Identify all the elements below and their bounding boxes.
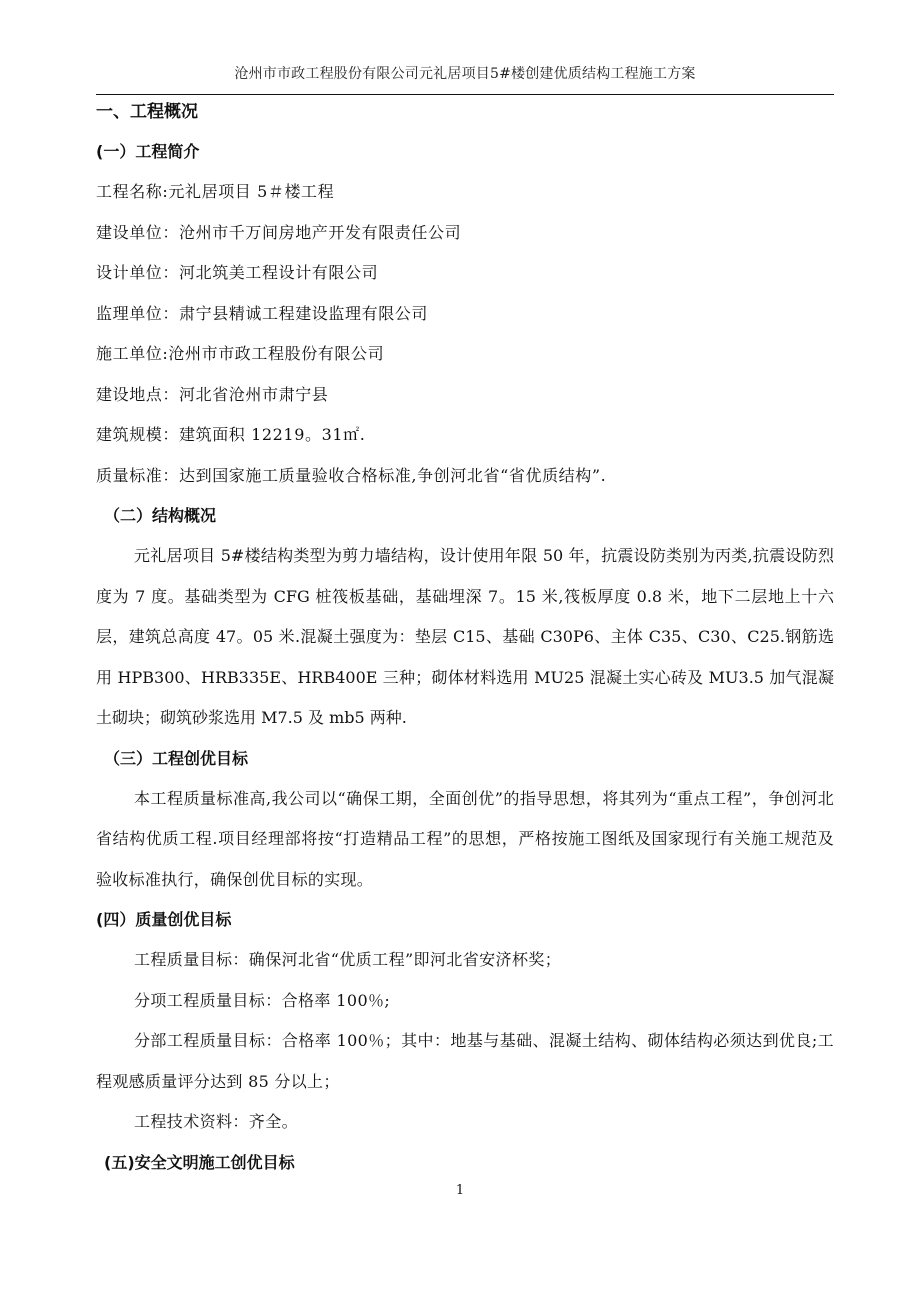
technical-docs-goal-line: 工程技术资料：齐全。 bbox=[134, 1112, 299, 1131]
project-quality-goal-line: 工程质量目标：确保河北省“优质工程”即河北省安济杯奖； bbox=[134, 950, 562, 969]
subsection-heading-introduction: (一）工程简介 bbox=[96, 142, 200, 161]
page-number: 1 bbox=[455, 1183, 465, 1198]
site-location-line: 建设地点：河北省沧州市肃宁县 bbox=[96, 384, 329, 404]
supervision-unit-line: 监理单位：肃宁县精诚工程建设监理有限公司 bbox=[96, 303, 429, 323]
subsection-heading-structure: （二）结构概况 bbox=[104, 506, 217, 525]
subsection-heading-excellence-goal: （三）工程创优目标 bbox=[104, 748, 249, 768]
subsection-heading-quality-goal: (四）质量创优目标 bbox=[96, 910, 232, 929]
section-heading-overview: 一、工程概况 bbox=[96, 102, 198, 122]
construction-unit-line: 施工单位:沧州市市政工程股份有限公司 bbox=[96, 344, 385, 363]
division-quality-goal-paragraph: 分部工程质量目标：合格率 100％；其中：地基与基础、混凝土结构、砌体结构必须达到优良;工程观感质量评分达到 85 分以上； bbox=[96, 1031, 834, 1091]
document-body bbox=[96, 92, 834, 1183]
subsection-heading-safety-goal: (五)安全文明施工创优目标 bbox=[104, 1152, 295, 1172]
excellence-goal-paragraph: 本工程质量标准高,我公司以“确保工期，全面创优”的指导思想，将其列为“重点工程”，争创河北省结构优质工程.项目经理部将按“打造精品工程”的思想，严格按施工图纸及国家现行有关施工规范及验收标准执行，确保创优目标的实现。 bbox=[96, 788, 834, 889]
page-header: 沧州市市政工程股份有限公司元礼居项目5#楼创建优质结构工程施工方案 bbox=[234, 66, 696, 82]
project-name-line: 工程名称:元礼居项目 5＃楼工程 bbox=[96, 182, 335, 201]
developer-line: 建设单位：沧州市千万间房地产开发有限责任公司 bbox=[96, 222, 462, 242]
building-scale-line: 建筑规模：建筑面积 12219。31㎡. bbox=[96, 425, 366, 444]
structure-paragraph: 元礼居项目 5#楼结构类型为剪力墙结构，设计使用年限 50 年，抗震设防类别为丙类,抗震设防烈度为 7 度。基础类型为 CFG 桩筏板基础，基础埋深 7。15 米,筏板厚度 0.8 米，地下二层地上十六层，建筑总高度 47。05 米.混凝土强度为：垫层 C15、基础 C30P6、主体 C35、C30、C25.钢筋选用 HPB300、HRB335E、HRB400E 三种；砌体材料选用 MU25 混凝土实心砖及 MU3.5 加气混凝土砌块；砌筑砂浆选用 M7.5 及 mb5 两种. bbox=[96, 546, 834, 727]
quality-standard-line: 质量标准：达到国家施工质量验收合格标准,争创河北省“省优质结构”. bbox=[96, 465, 607, 485]
design-unit-line: 设计单位：河北筑美工程设计有限公司 bbox=[96, 263, 379, 282]
subitem-quality-goal-line: 分项工程质量目标：合格率 100％; bbox=[134, 990, 391, 1010]
